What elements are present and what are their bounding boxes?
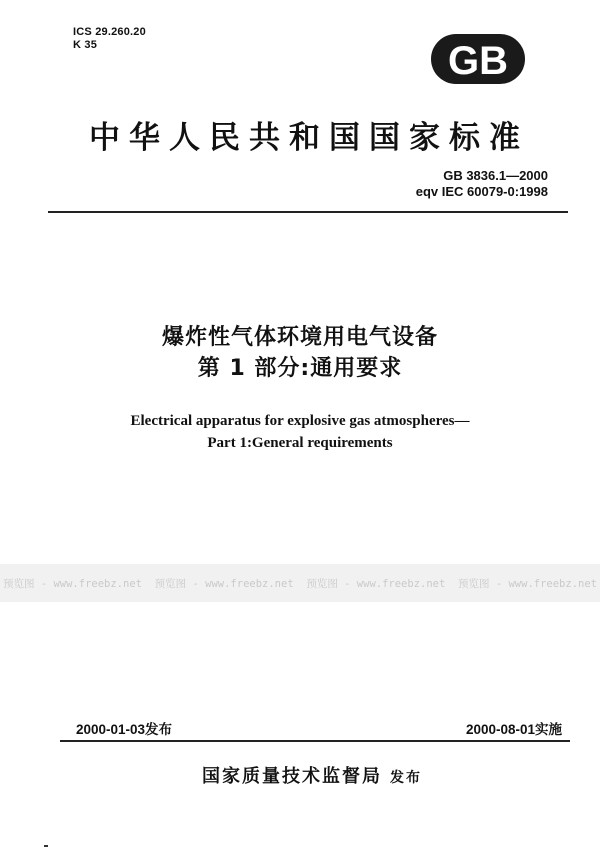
- issuer-line: [0, 762, 600, 788]
- watermark-text: 预览图 - www.freebz.net: [306, 577, 446, 590]
- gb-logo-text: GB: [448, 39, 508, 83]
- english-title: [0, 410, 600, 454]
- standard-equivalence: eqv IEC 60079-0:1998: [415, 184, 548, 199]
- chinese-title-line2: 第 1 部分:通用要求: [197, 356, 403, 381]
- gb-logo-icon: [430, 33, 526, 85]
- chinese-title: [0, 322, 600, 384]
- standard-number: GB 3836.1—2000: [443, 168, 548, 183]
- chinese-title-line1: 爆炸性气体环境用电气设备: [161, 325, 438, 350]
- issuer-action: 发布: [390, 770, 422, 786]
- top-divider: [48, 211, 568, 213]
- issuer-name: 国家质量技术监督局: [202, 766, 382, 787]
- english-title-line2: Part 1:General requirements: [207, 435, 393, 451]
- classification-code: K 35: [73, 39, 98, 51]
- english-title-line1: Electrical apparatus for explosive gas atmospheres—: [130, 413, 470, 429]
- standard-number-block: [416, 168, 548, 200]
- implementation-date: 2000-08-01实施: [465, 722, 562, 737]
- issue-date: 2000-01-03发布: [76, 722, 173, 737]
- scan-speck: [44, 845, 48, 847]
- watermark-text: 预览图 - www.freebz.net: [154, 577, 294, 590]
- watermark-text: 预览图 - www.freebz.net: [3, 577, 142, 590]
- watermark-band: [0, 564, 600, 602]
- ics-block: [73, 26, 146, 52]
- ics-code: ICS 29.260.20: [73, 26, 146, 38]
- main-title: 中华人民共和国国家标准: [89, 120, 529, 156]
- watermark-text: 预览图 - www.freebz.net: [458, 577, 597, 590]
- bottom-divider: [60, 740, 570, 742]
